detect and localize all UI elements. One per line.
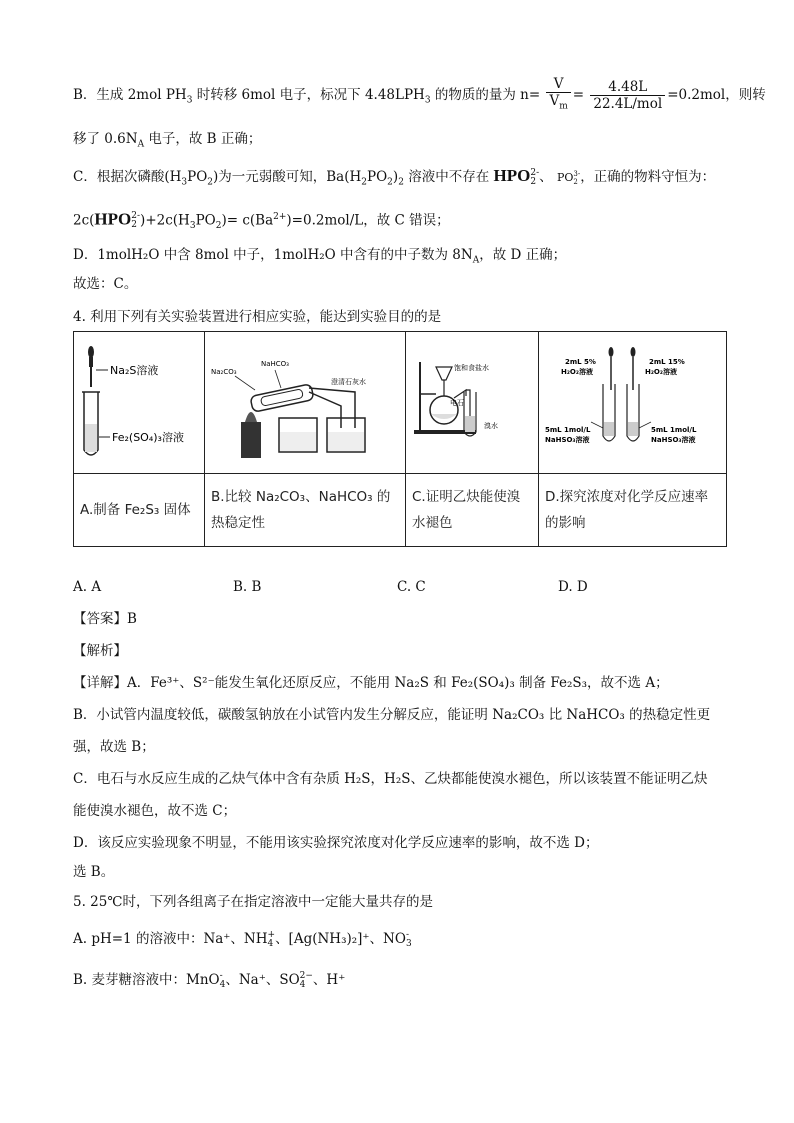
text: )=0.2mol/L，故 C 错误； <box>286 212 450 229</box>
heating-comparison-diagram <box>205 332 405 469</box>
subscript: 2 <box>131 220 137 230</box>
text: 电子，故 B 正确； <box>144 131 262 147</box>
q3-option-b-line2 <box>73 129 261 155</box>
label-left-nahso3: NaHSO₃溶液 <box>545 436 590 444</box>
option-b: B. B <box>233 579 262 595</box>
detail-b-line2: 强，故选 B； <box>73 739 155 755</box>
equals: = <box>572 86 585 103</box>
label-bromine-water: 溴水 <box>484 422 498 430</box>
caption-b: B.比较 Na₂CO₃、NaHCO₃ 的热稳定性 <box>205 474 406 547</box>
label-brine: 饱和食盐水 <box>454 364 489 372</box>
text: 移了 0.6N <box>73 131 138 147</box>
text: )+2c(H <box>140 212 190 229</box>
po-ion: PO <box>556 171 574 184</box>
label-calcium-carbide: 电石 <box>450 399 464 407</box>
subscript: m <box>559 101 568 112</box>
text: C．根据次磷酸(H <box>73 169 182 185</box>
subscript: 2 <box>530 176 537 187</box>
acetylene-generator-diagram <box>406 332 538 469</box>
experiment-table <box>73 331 727 547</box>
label-right-conc: 2mL 15% <box>649 358 685 366</box>
superscript: - <box>405 929 409 940</box>
label-nahco3: NaHCO₃ <box>261 360 289 368</box>
label-left-h2o2: H₂O₂溶液 <box>561 368 593 376</box>
text: ，故 D 正确； <box>479 247 567 263</box>
superscript: 2- <box>530 167 540 178</box>
q4-final: 选 B。 <box>73 864 115 880</box>
denominator <box>546 93 570 115</box>
option-c: C. C <box>397 579 426 595</box>
q5-option-b <box>73 969 345 991</box>
caption-c: C.证明乙炔能使溴水褪色 <box>406 474 539 547</box>
text: PO <box>195 212 216 229</box>
q5-option-a <box>73 928 412 950</box>
dropper-test-tube-diagram <box>74 332 204 469</box>
text: ) <box>392 169 399 185</box>
superscript: 2+ <box>273 212 287 222</box>
q5-stem: 5. 25℃时，下列各组离子在指定溶液中一定能大量共存的是 <box>73 894 433 910</box>
text: V <box>549 93 560 109</box>
subscript: 4 <box>267 938 274 949</box>
label-left-conc: 2mL 5% <box>565 358 596 366</box>
text: 2c( <box>73 212 95 229</box>
text: B. 麦芽糖溶液中：MnO <box>73 972 220 988</box>
text: 、H⁺ <box>312 972 346 988</box>
text: PO <box>187 169 208 185</box>
text: )= c(Ba <box>221 212 274 229</box>
detail-d: D．该反应实验现象不明显，不能用该实验探究浓度对化学反应速率的影响，故不选 D； <box>73 835 599 851</box>
caption-d: D.探究浓度对化学反应速率的影响 <box>539 474 727 547</box>
q3-option-c-line2: 2c(HPO 2- 2 )$+2c(H_3PO_2)= c(Ba^{2+})=0.2mol/L$，故 C 错误； <box>73 209 450 232</box>
text: 溶液中不存在 <box>403 169 494 185</box>
caption-row <box>74 474 727 547</box>
detail-b-line1: B．小试管内温度较低，碳酸氢钠放在小试管内发生分解反应，能证明 Na₂CO₃ 比 NaHCO₃ 的热稳定性更 <box>73 707 711 723</box>
q3-final-answer: 故选：C。 <box>73 276 138 292</box>
denominator: 22.4L/mol <box>593 95 663 112</box>
label-fe2so43: Fe₂(SO₄)₃溶液 <box>112 431 184 444</box>
q3-option-d <box>73 245 566 271</box>
label-na2co3: Na₂CO₃ <box>211 368 237 376</box>
hpo-ion: HPO <box>493 166 531 185</box>
subscript: 4 <box>219 979 226 990</box>
text: 的物质的量为 n= <box>430 86 541 103</box>
rate-comparison-diagram <box>539 332 726 469</box>
hpo-ion: HPO <box>94 209 132 229</box>
text: 时转移 6mol 电子，标况下 4.48LPH <box>192 86 425 103</box>
text: B．生成 2mol PH <box>73 86 187 103</box>
option-d: D. D <box>558 579 588 595</box>
apparatus-c <box>406 332 539 474</box>
q4-stem: 4. 利用下列有关实验装置进行相应实验，能达到实验目的的是 <box>73 309 442 325</box>
analysis-tag: 【解析】 <box>73 643 127 659</box>
detail-c-line2: 能使溴水褪色，故不选 C； <box>73 803 237 819</box>
text: ，正确的物料守恒为： <box>580 169 716 185</box>
subscript: 2 <box>573 177 578 186</box>
label-na2s: Na₂S溶液 <box>110 364 159 377</box>
caption-a: A.制备 Fe₂S₃ 固体 <box>74 474 205 547</box>
superscript: 2- <box>131 211 141 221</box>
text: PO <box>367 169 388 185</box>
subscript: 4 <box>299 979 306 990</box>
detail-c-line1: C．电石与水反应生成的乙炔气体中含有杂质 H₂S，H₂S、乙炔都能使溴水褪色，所以该装置不能证明乙炔 <box>73 771 708 787</box>
numerator: 4.48L <box>590 79 665 96</box>
numerator: V <box>546 76 570 93</box>
label-right-h2o2: H₂O₂溶液 <box>645 368 677 376</box>
fraction-v-over-vm <box>546 76 570 115</box>
detail-a: 【详解】A．Fe³⁺、S²⁻能发生氧化还原反应，不能用 Na₂S 和 Fe₂(SO₄)₃ 制备 Fe₂S₃，故不选 A； <box>73 675 669 691</box>
apparatus-d <box>539 332 727 474</box>
label-limewater: 澄清石灰水 <box>331 378 366 386</box>
text: A. pH=1 的溶液中：Na⁺、NH <box>73 931 268 947</box>
fraction-volume <box>590 79 665 112</box>
subscript: A <box>472 255 480 266</box>
text: 、 <box>539 169 553 185</box>
label-right-nahso3: NaHSO₃溶液 <box>651 436 696 444</box>
text: D．1molH₂O 中含 8mol 中子，1molH₂O 中含有的中子数为 8N <box>73 247 473 263</box>
apparatus-a <box>74 332 205 474</box>
superscript: 2− <box>299 970 313 981</box>
option-a: A. A <box>73 579 102 595</box>
text: 、[Ag(NH₃)₂]⁺、NO <box>275 931 406 947</box>
image-row <box>74 332 727 474</box>
label-right-nahso3-conc: 5mL 1mol/L <box>651 426 697 434</box>
superscript: 3- <box>573 169 581 178</box>
q3-option-c-line1: C．根据次磷酸$(H_3PO_2)$为一元弱酸可知，$Ba(H_2PO_2)_2$ 溶液中不存在 HPO 2- 2 、 PO 3- 2 ，正确的物料守恒为： <box>73 166 716 188</box>
text: )为一元弱酸可知，Ba(H <box>213 169 362 185</box>
text: 、Na⁺、SO <box>225 972 300 988</box>
q3-option-b-line1: B．生成 2mol $PH_3$ 时转移 6mol 电子，标况下 $4.48LPH_3$ 的物质的量为 n= $\frac{V}{V_m}$ = $\frac{4.48L}{\text{22.4L/mol}}$ =0.2mol，则转 <box>73 76 766 115</box>
apparatus-b <box>205 332 406 474</box>
superscript: + <box>267 929 276 940</box>
label-left-nahso3-conc: 5mL 1mol/L <box>545 426 591 434</box>
text: =0.2mol，则转 <box>667 86 766 103</box>
subscript: 3 <box>405 938 412 949</box>
superscript: - <box>219 970 223 981</box>
answer-tag: 【答案】B <box>73 611 137 627</box>
subscript: A <box>137 139 145 150</box>
